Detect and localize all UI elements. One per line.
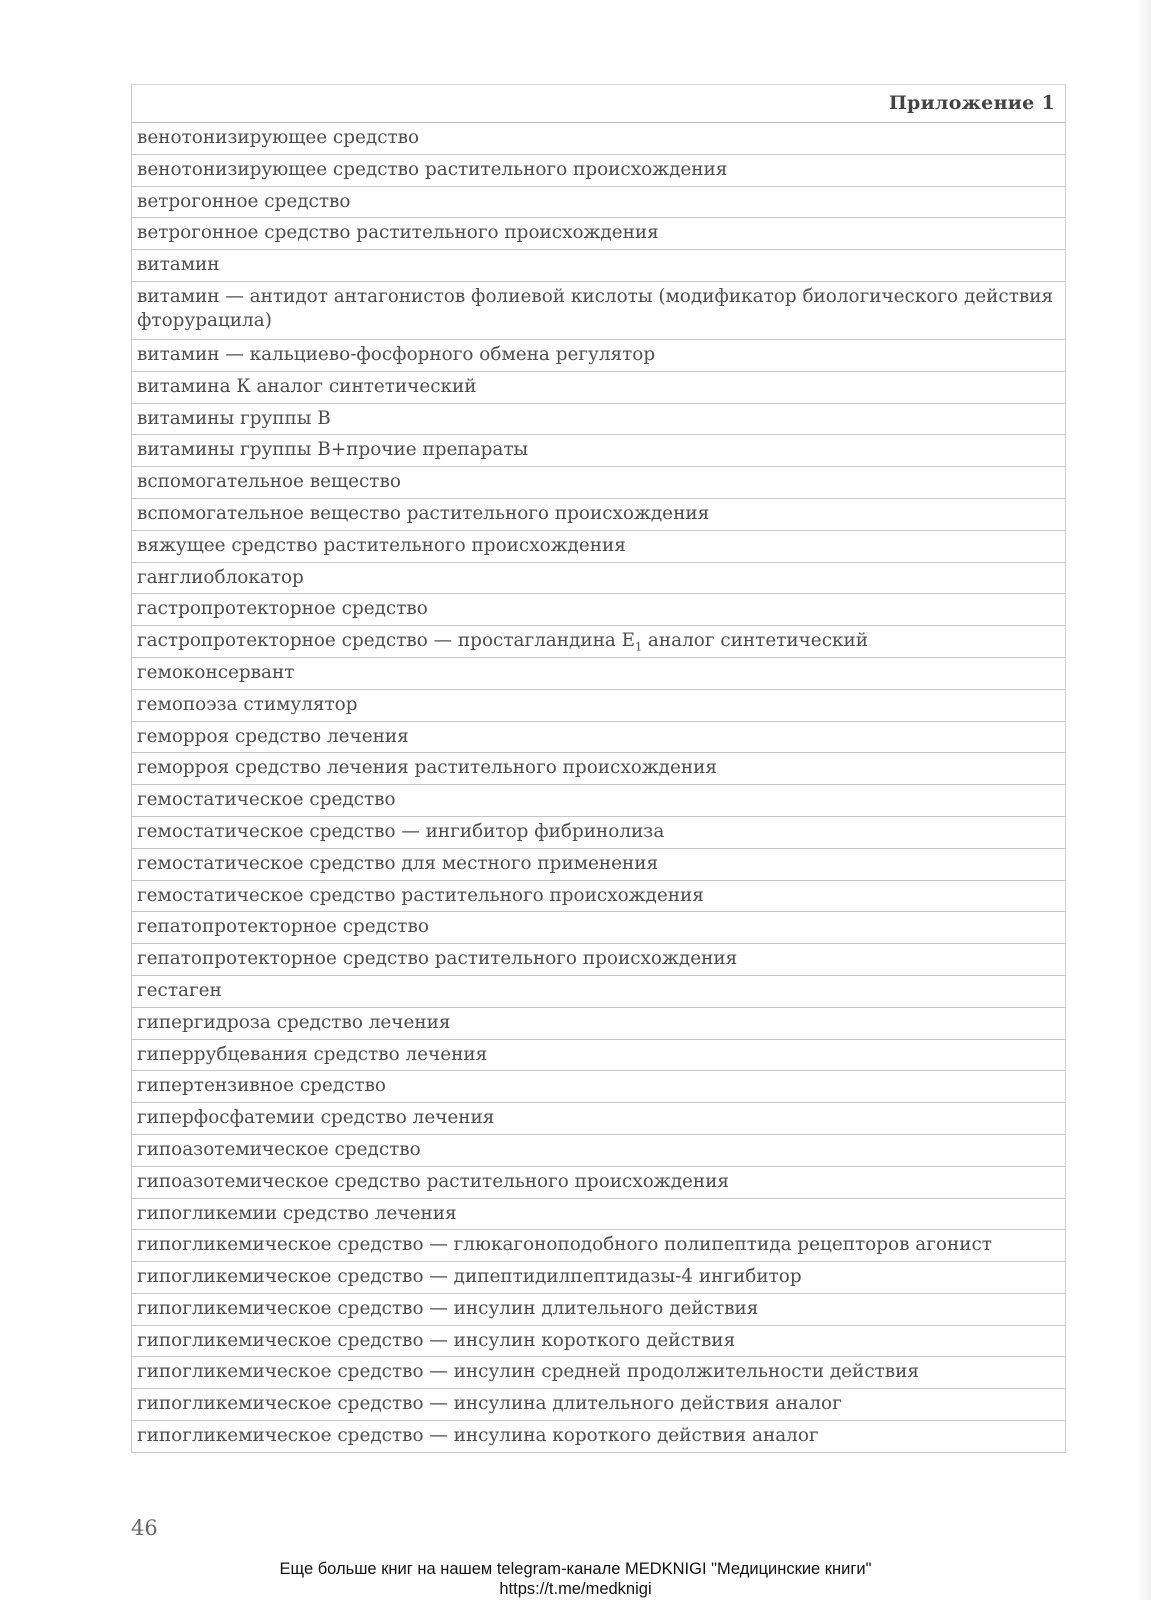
term-row [132, 372, 1065, 404]
term-text: гипоазотемическое средство [137, 1138, 421, 1160]
term-text: гастропротекторное средство [137, 598, 428, 620]
footer-promo-line: Еще больше книг на нашем telegram-канале MEDKNIGI "Медицинские книги" [279, 1560, 872, 1578]
term-text: геморроя средство лечения [137, 725, 409, 747]
term-row [132, 944, 1065, 976]
term-row [132, 531, 1065, 563]
term-text: гиперфосфатемии средство лечения [137, 1107, 495, 1129]
term-text: витамин — кальциево-фосфорного обмена регулятор [137, 343, 656, 365]
term-row [132, 499, 1065, 531]
term-text: витамина К аналог синтетический [137, 375, 477, 397]
term-row [132, 340, 1065, 372]
term-text: ветрогонное средство [137, 190, 351, 212]
term-text: гемостатическое средство для местного применения [137, 852, 659, 874]
term-row [132, 187, 1065, 219]
term-row [132, 250, 1065, 282]
term-text: гипогликемическое средство — инсулин средней продолжительности действия [137, 1361, 920, 1383]
term-text: гипергидроза средство лечения [137, 1011, 451, 1033]
term-text: гемостатическое средство растительного происхождения [137, 884, 704, 906]
term-row [132, 1230, 1065, 1262]
term-row [132, 563, 1065, 595]
term-text: гемостатическое средство — ингибитор фибринолиза [137, 820, 665, 842]
term-row [132, 912, 1065, 944]
page-number: 46 [131, 1516, 158, 1540]
term-text: гипоазотемическое средство растительного происхождения [137, 1170, 730, 1192]
term-row [132, 1135, 1065, 1167]
term-text: гипогликемии средство лечения [137, 1202, 457, 1224]
term-row [132, 1262, 1065, 1294]
term-row [132, 626, 1065, 658]
term-row [132, 658, 1065, 690]
term-row [132, 1008, 1065, 1040]
term-subscript: 1 [635, 640, 643, 654]
term-text: вяжущее средство растительного происхождения [137, 534, 626, 556]
term-row [132, 435, 1065, 467]
appendix-table [131, 84, 1066, 1453]
term-row [132, 1167, 1065, 1199]
term-text: гипогликемическое средство — глюкагоноподобного полипептида рецепторов агонист [137, 1234, 992, 1256]
term-row [132, 1040, 1065, 1072]
term-text: гипертензивное средство [137, 1075, 387, 1097]
term-text: гипогликемическое средство — инсулин короткого действия [137, 1329, 736, 1351]
term-text: гастропротекторное средство — простагландина E [137, 630, 636, 652]
term-text: венотонизирующее средство [137, 127, 420, 148]
term-text: геморроя средство лечения растительного происхождения [137, 757, 718, 779]
term-row [132, 467, 1065, 499]
term-row [132, 282, 1065, 340]
term-text: гемостатическое средство [137, 789, 396, 811]
term-text: гипогликемическое средство — инсулин длительного действия [137, 1297, 759, 1319]
term-text: гипогликемическое средство — инсулина короткого действия аналог [137, 1425, 819, 1447]
term-text: ганглиоблокатор [137, 566, 304, 588]
footer-link[interactable]: https://t.me/medknigi [499, 1580, 652, 1598]
term-text: витамин — антидот антагонистов фолиевой кислоты (модификатор биологического действия фторурацила) [137, 285, 1054, 331]
term-text: ветрогонное средство растительного происхождения [137, 222, 659, 244]
term-text: вспомогательное вещество растительного происхождения [137, 502, 710, 524]
term-row [132, 123, 1065, 155]
term-row [132, 722, 1065, 754]
term-row [132, 1357, 1065, 1389]
term-text: витамин [137, 254, 220, 276]
term-list [132, 123, 1065, 1453]
term-row [132, 1199, 1065, 1231]
term-row [132, 881, 1065, 913]
page-edge-shadow [1137, 0, 1151, 1600]
term-row [132, 1103, 1065, 1135]
term-text: гипогликемическое средство — дипептидилпептидазы-4 ингибитор [137, 1266, 802, 1288]
term-row [132, 1421, 1065, 1453]
term-row [132, 817, 1065, 849]
term-row [132, 1326, 1065, 1358]
term-row [132, 690, 1065, 722]
term-text: вспомогательное вещество [137, 471, 401, 493]
term-text: гипогликемическое средство — инсулина длительного действия аналог [137, 1393, 842, 1415]
term-text: венотонизирующее средство растительного происхождения [137, 158, 728, 180]
term-text: витамины группы В [137, 407, 331, 429]
term-row [132, 785, 1065, 817]
term-row [132, 155, 1065, 187]
term-text: гемопоэза стимулятор [137, 693, 358, 715]
appendix-title: Приложение 1 [132, 85, 1065, 123]
term-text-tail: аналог синтетический [642, 630, 869, 652]
term-text: витамины группы В+прочие препараты [137, 439, 529, 461]
term-text: гепатопротекторное средство [137, 916, 429, 938]
term-text: гиперрубцевания средство лечения [137, 1043, 488, 1065]
term-row [132, 976, 1065, 1008]
term-text: гемоконсервант [137, 661, 295, 683]
term-row [132, 594, 1065, 626]
term-row [132, 404, 1065, 436]
term-row [132, 218, 1065, 250]
term-row [132, 753, 1065, 785]
footer-promo [0, 1559, 1151, 1599]
term-row [132, 1294, 1065, 1326]
term-row [132, 1071, 1065, 1103]
term-row [132, 1389, 1065, 1421]
term-row [132, 849, 1065, 881]
term-text: гепатопротекторное средство растительного происхождения [137, 948, 738, 970]
term-text: гестаген [137, 979, 222, 1001]
